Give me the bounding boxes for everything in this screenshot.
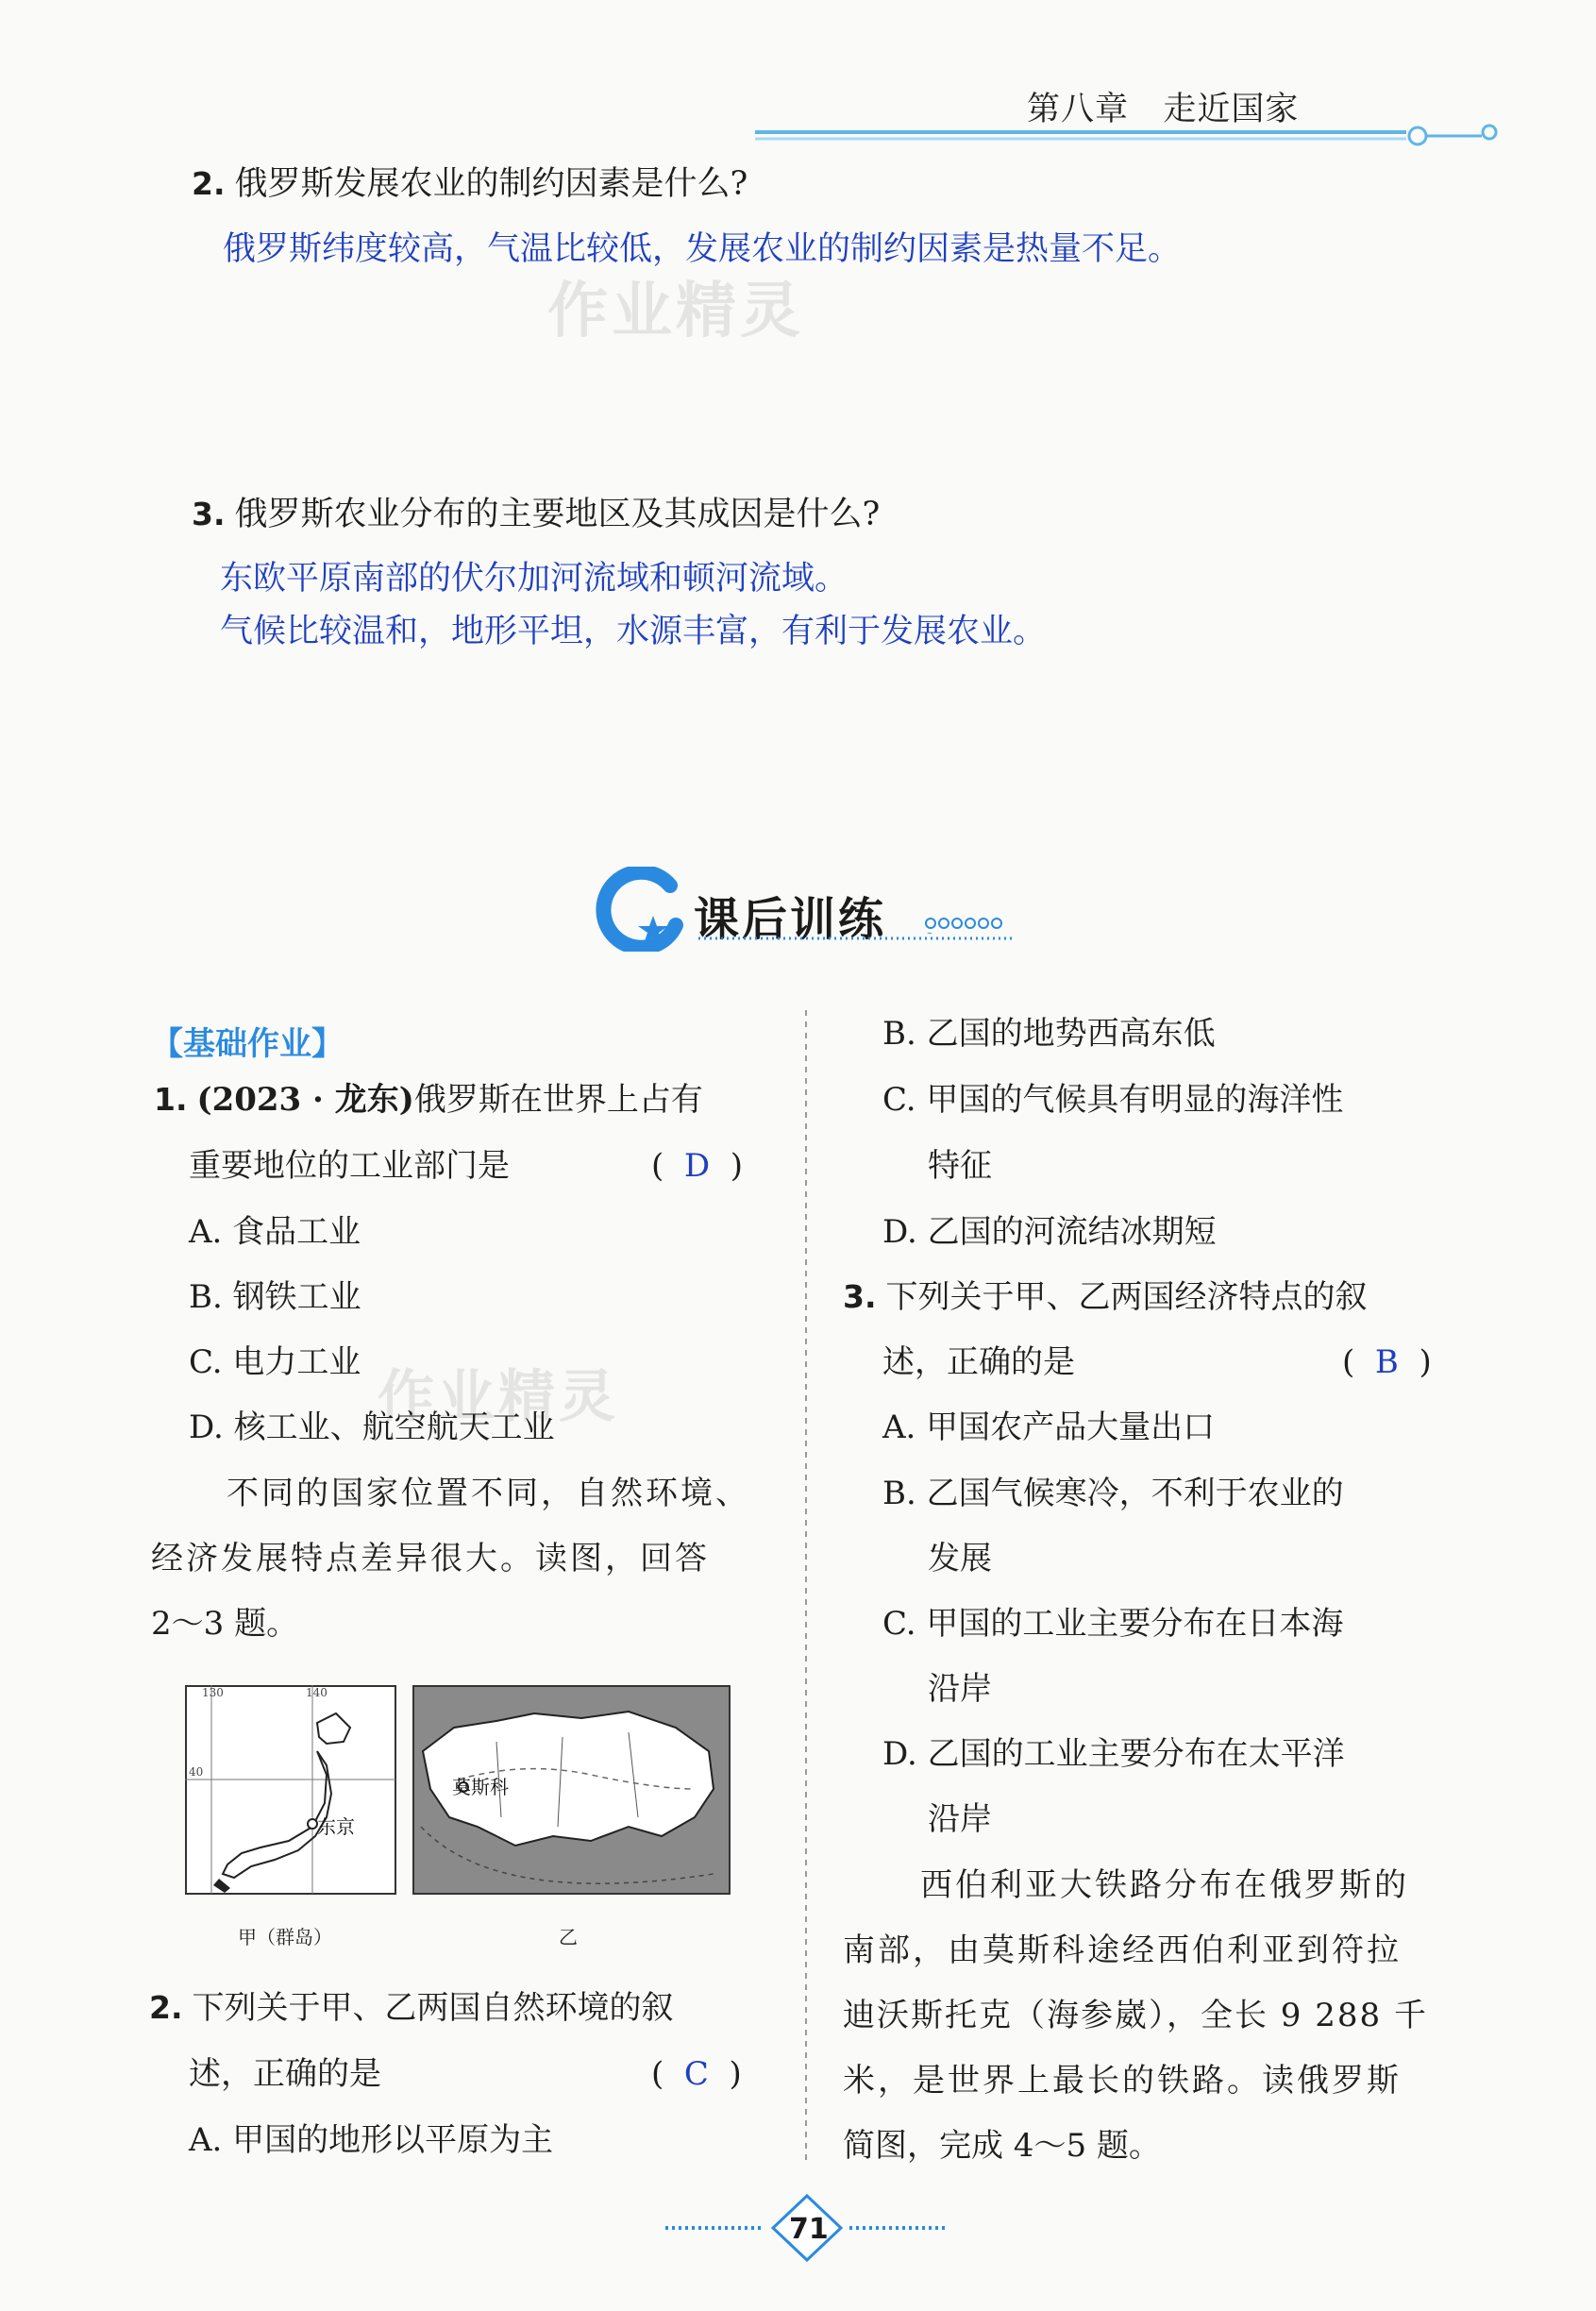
answer-line: 气候比较温和，地形平坦，水源丰富，有利于发展农业。 bbox=[220, 613, 1047, 650]
question-number: 3. bbox=[192, 496, 226, 532]
question-text: 俄罗斯发展农业的制约因素是什么? bbox=[234, 165, 748, 203]
question-3-stem-line2: 述，正确的是 bbox=[882, 1343, 1075, 1381]
passage-line: 米，是世界上最长的铁路。读俄罗斯 bbox=[843, 2062, 1402, 2100]
option: B. 钢铁工业 bbox=[189, 1278, 361, 1316]
question-text: 俄罗斯在世界上占有 bbox=[413, 1081, 703, 1119]
passage-line: 迪沃斯托克（海参崴），全长 9 288 千 bbox=[843, 1997, 1428, 2034]
section-title: 课后训练 bbox=[694, 893, 887, 946]
answer-choice: C bbox=[683, 2055, 709, 2093]
option-continuation: 发展 bbox=[928, 1540, 992, 1577]
passage-line: 不同的国家位置不同，自然环境、 bbox=[227, 1475, 750, 1512]
passage-line: 简图，完成 4～5 题。 bbox=[843, 2127, 1161, 2165]
tokyo-label: 东京 bbox=[317, 1815, 355, 1838]
question-source: (2023 · 龙东) bbox=[196, 1081, 414, 1119]
option: A. 甲国农产品大量出口 bbox=[882, 1409, 1216, 1446]
option-continuation: 特征 bbox=[928, 1147, 992, 1185]
option-continuation: 沿岸 bbox=[928, 1800, 992, 1838]
option: D. 乙国的工业主要分布在太平洋 bbox=[882, 1735, 1345, 1773]
question-text: 下列关于甲、乙两国经济特点的叙 bbox=[885, 1278, 1368, 1316]
question-text: 俄罗斯农业分布的主要地区及其成因是什么? bbox=[234, 496, 881, 533]
basic-homework-tag: 【基础作业】 bbox=[151, 1025, 344, 1063]
option: C. 甲国的工业主要分布在日本海 bbox=[882, 1605, 1344, 1643]
answer-choice: B bbox=[1374, 1343, 1399, 1381]
svg-text:40: 40 bbox=[189, 1765, 204, 1779]
question-3-answer-bracket: ( B ) bbox=[1342, 1343, 1432, 1381]
option: D. 核工业、航空航天工业 bbox=[189, 1409, 555, 1446]
option: B. 乙国气候寒冷，不利于农业的 bbox=[882, 1475, 1344, 1512]
map-caption-left: 甲（群岛） bbox=[238, 1926, 332, 1948]
option: C. 电力工业 bbox=[189, 1343, 361, 1381]
watermark: 作业精灵 bbox=[547, 277, 804, 346]
question-text: 下列关于甲、乙两国自然环境的叙 bbox=[192, 1989, 674, 2027]
question-2-stem-line2: 述，正确的是 bbox=[189, 2055, 381, 2093]
question-1-answer-bracket: ( D ) bbox=[651, 1147, 744, 1185]
question-number: 1. bbox=[154, 1081, 188, 1118]
question-2-stem bbox=[149, 1989, 674, 2027]
japan-map-frame bbox=[186, 1686, 395, 1894]
page-number: 71 bbox=[789, 2213, 829, 2246]
question-1-stem-line2: 重要地位的工业部门是 bbox=[189, 1147, 510, 1185]
option: D. 乙国的河流结冰期短 bbox=[882, 1213, 1217, 1251]
answer-line: 东欧平原南部的伏尔加河流域和顿河流域。 bbox=[220, 560, 848, 598]
watermark: 作业精灵 bbox=[378, 1364, 619, 1430]
question-number: 3. bbox=[843, 1278, 877, 1315]
header-decoration bbox=[755, 121, 1501, 149]
passage-line: 南部，由莫斯科途经西伯利亚到符拉 bbox=[843, 1931, 1402, 1969]
question-3-stem bbox=[843, 1278, 1368, 1316]
svg-text:130: 130 bbox=[202, 1686, 224, 1699]
section-emblem bbox=[595, 867, 689, 952]
question-2-answer-bracket: ( C ) bbox=[651, 2055, 742, 2093]
passage-line: 经济发展特点差异很大。读图，回答 bbox=[151, 1540, 710, 1577]
question-3-top bbox=[192, 498, 880, 531]
section-dots bbox=[923, 916, 1017, 931]
passage-line: 2～3 题。 bbox=[151, 1605, 299, 1643]
chapter-label: 第八章 bbox=[1027, 91, 1130, 128]
map-caption-right: 乙 bbox=[559, 1926, 578, 1948]
option-continuation: 沿岸 bbox=[928, 1670, 992, 1708]
map-figure bbox=[185, 1685, 732, 1916]
answer-choice: D bbox=[683, 1147, 711, 1185]
passage-line: 西伯利亚大铁路分布在俄罗斯的 bbox=[920, 1866, 1409, 1904]
question-1-stem bbox=[154, 1081, 703, 1119]
option: A. 甲国的地形以平原为主 bbox=[189, 2121, 554, 2159]
column-divider bbox=[804, 1010, 808, 2162]
chapter-title: 走近国家 bbox=[1163, 91, 1300, 128]
svg-text:140: 140 bbox=[306, 1686, 328, 1699]
option: B. 乙国的地势西高东低 bbox=[882, 1015, 1216, 1053]
answer-line: 俄罗斯纬度较高，气温比较低，发展农业的制约因素是热量不足。 bbox=[223, 230, 1182, 268]
section-underline bbox=[698, 933, 1015, 952]
question-2-top bbox=[192, 165, 748, 203]
option: A. 食品工业 bbox=[189, 1213, 361, 1251]
question-number: 2. bbox=[192, 165, 226, 202]
question-number: 2. bbox=[149, 1989, 183, 2026]
moscow-label: 莫斯科 bbox=[452, 1776, 509, 1798]
option: C. 甲国的气候具有明显的海洋性 bbox=[882, 1081, 1344, 1119]
